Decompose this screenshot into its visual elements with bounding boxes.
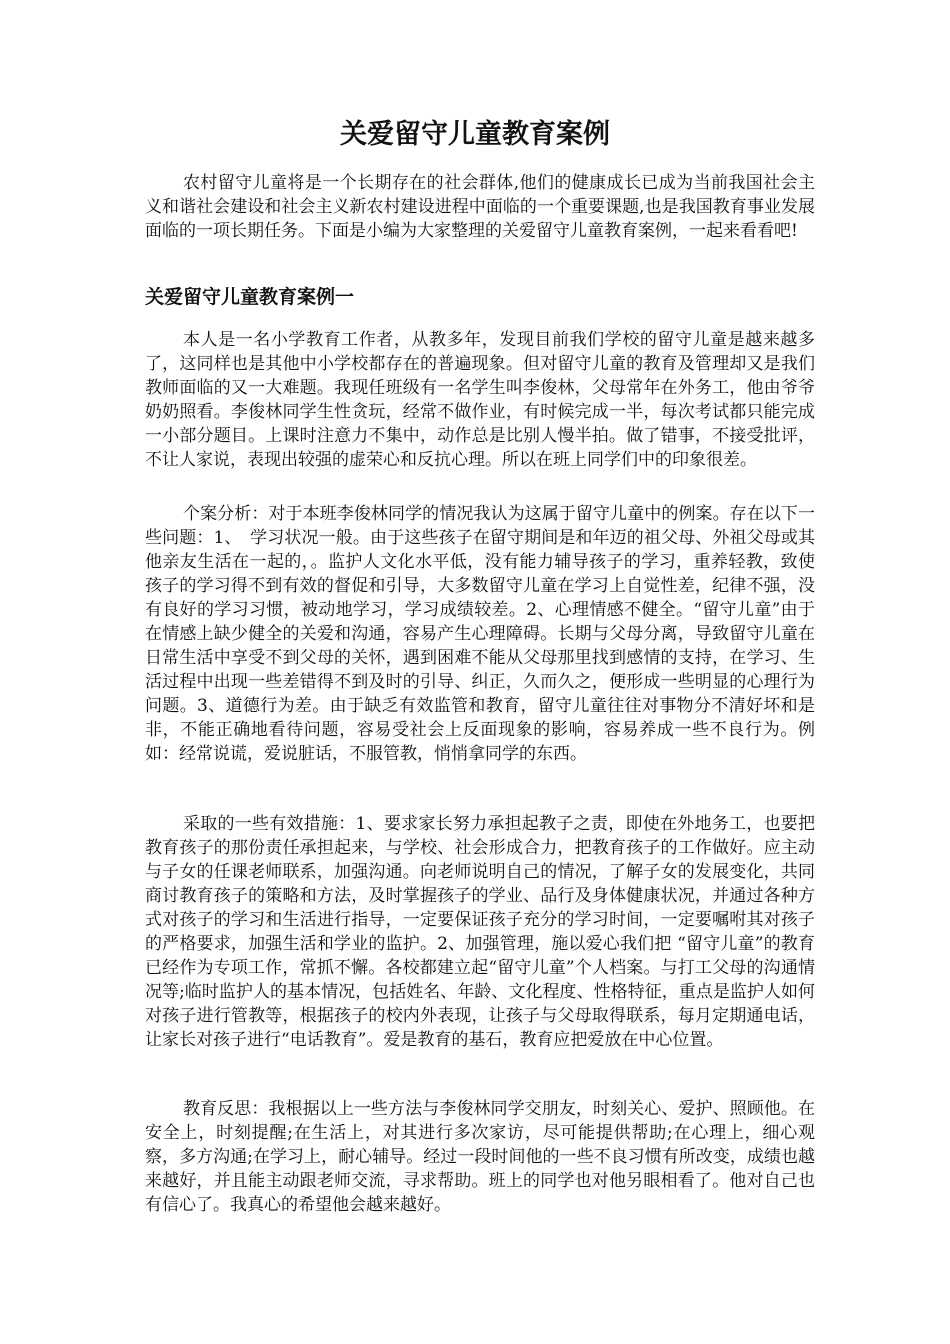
document-title: 关爱留守儿童教育案例: [340, 119, 610, 150]
intro-paragraph: 农村留守儿童将是一个长期存在的社会群体,他们的健康成长已成为当前我国社会主义和谐社会建设和社会主义新农村建设进程中面临的一个重要课题,也是我国教育事业发展面临的一项长期任务。下面是小编为大家整理的关爱留守儿童教育案例，一起来看看吧!: [145, 173, 815, 241]
body-paragraph: 教育反思：我根据以上一些方法与李俊林同学交朋友，时刻关心、爱护、照顾他。在安全上，时刻提醒;在生活上，对其进行多次家访，尽可能提供帮助;在心理上，细心观察，多方沟通;在学习上，耐心辅导。经过一段时间他的一些不良习惯有所改变，成绩也越来越好，并且能主动跟老师交流，寻求帮助。班上的同学也对他另眼相看了。他对自己也有信心了。我真心的希望他会越来越好。: [145, 1099, 815, 1215]
body-paragraph: 采取的一些有效措施：1、要求家长努力承担起教子之责，即使在外地务工，也要把教育孩子的那份责任承担起来，与学校、社会形成合力，把教育孩子的工作做好。应主动与子女的任课老师联系，加强沟通。向老师说明自己的情况，了解子女的发展变化，共同商讨教育孩子的策略和方法，及时掌握孩子的学业、品行及身体健康状况，并通过各种方式对孩子的学习和生活进行指导，一定要保证孩子充分的学习时间，一定要嘱咐其对孩子的严格要求，加强生活和学业的监护。2、加强管理，施以爱心我们把 “留守儿童”的教育已经作为专项工作，常抓不懈。各校都建立起“留守儿童”个人档案。与打工父母的沟通情况等;临时监护人的基本情况，包括姓名、年龄、文化程度、性格特征，重点是监护人如何对孩子进行管教等，根据孩子的校内外表现，让孩子与父母取得联系，每月定期通电话，让家长对孩子进行“电话教育”。爱是教育的基石，教育应把爱放在中心位置。: [145, 814, 815, 1050]
body-paragraph: 本人是一名小学教育工作者，从教多年，发现目前我们学校的留守儿童是越来越多了，这同样也是其他中小学校都存在的普遍现象。但对留守儿童的教育及管理却又是我们教师面临的又一大难题。我现任班级有一名学生叫李俊林，父母常年在外务工，他由爷爷奶奶照看。李俊林同学生性贪玩，经常不做作业，有时候完成一半，每次考试都只能完成一小部分题目。上课时注意力不集中，动作总是比别人慢半拍。做了错事，不接受批评，不让人家说，表现出较强的虚荣心和反抗心理。所以在班上同学们中的印象很差。: [145, 330, 815, 470]
section-heading: 关爱留守儿童教育案例一: [145, 286, 355, 308]
body-paragraph: 个案分析：对于本班李俊林同学的情况我认为这属于留守儿童中的例案。存在以下一些问题：1、 学习状况一般。由于这些孩子在留守期间是和年迈的祖父母、外祖父母或其他亲友生活在一起的，。监护人文化水平低，没有能力辅导孩子的学习，重养轻教，致使孩子的学习得不到有效的督促和引导，大多数留守儿童在学习上自觉性差，纪律不强，没有良好的学习习惯，被动地学习，学习成绩较差。2、心理情感不健全。“留守儿童”由于在情感上缺少健全的关爱和沟通，容易产生心理障碍。长期与父母分离，导致留守儿童在日常生活中享受不到父母的关怀，遇到困难不能从父母那里找到感情的支持，在学习、生活过程中出现一些差错得不到及时的引导、纠正，久而久之，便形成一些明显的心理行为问题。3、道德行为差。由于缺乏有效监管和教育，留守儿童往往对事物分不清好坏和是非，不能正确地看待问题，容易受社会上反面现象的影响，容易养成一些不良行为。例如：经常说谎，爱说脏话，不服管教，悄悄拿同学的东西。: [145, 504, 815, 764]
